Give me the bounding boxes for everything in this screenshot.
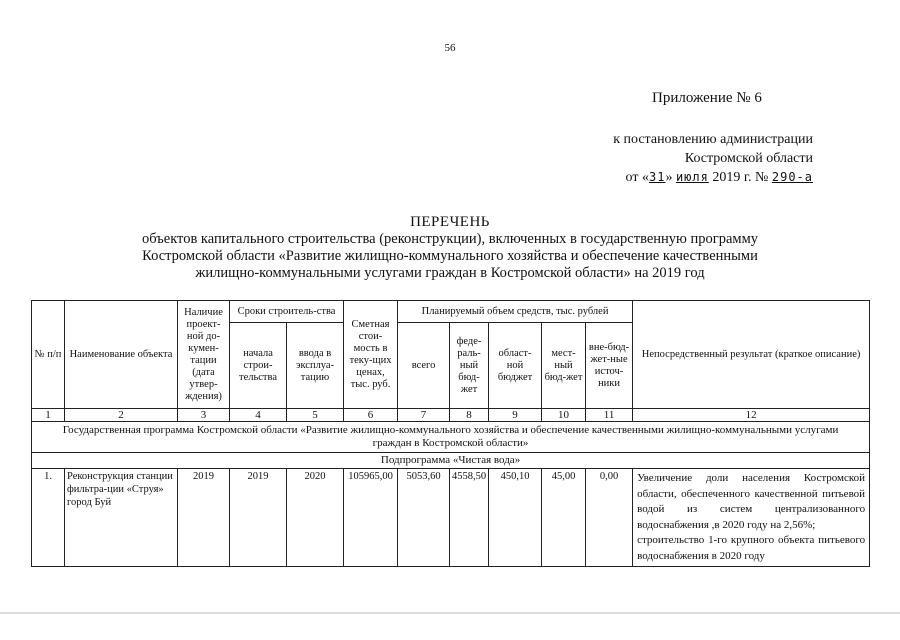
- document-title: [90, 214, 810, 282]
- column-number: 2: [65, 409, 178, 422]
- column-number: 1: [32, 409, 65, 422]
- header-local: мест-ный бюд-жет: [542, 323, 586, 409]
- header-num: № п/п: [32, 301, 65, 409]
- decree-date-line: [453, 168, 813, 187]
- subprogram-row: [32, 453, 870, 469]
- row-docs: 2019: [178, 469, 230, 567]
- header-name: Наименование объекта: [65, 301, 178, 409]
- header-estimate: Сметная стои-мость в теку-щих ценах, тыс. руб.: [344, 301, 398, 409]
- header-terms: Сроки строитель-ства: [230, 301, 344, 323]
- row-result: [633, 469, 870, 567]
- decree-block: [453, 130, 813, 187]
- header-total: всего: [398, 323, 450, 409]
- column-number: 12: [633, 409, 870, 422]
- subprogram-title: Подпрограмма «Чистая вода»: [32, 453, 870, 469]
- decree-month: июля: [675, 170, 709, 184]
- decree-line-1: к постановлению администрации: [613, 132, 813, 147]
- title-line-1: объектов капитального строительства (реконструкции), включенных в государственную программу: [142, 231, 758, 247]
- page-number: 56: [444, 42, 456, 54]
- row-local: 45,00: [542, 469, 586, 567]
- row-num: 1.: [32, 469, 65, 567]
- decree-year: 2019 г. №: [712, 170, 769, 185]
- scan-edge-divider: [0, 612, 900, 614]
- header-planned: Планируемый объем средств, тыс. рублей: [398, 301, 633, 323]
- header-commission: ввода в эксплуа-тацию: [287, 323, 344, 409]
- row-result-line-2: строительство 1-го крупного объекта питьевого водоснабжения в 2020 году: [637, 534, 866, 562]
- decree-date-prefix: от «: [625, 170, 649, 185]
- column-number: 4: [230, 409, 287, 422]
- program-title: Государственная программа Костромской области «Развитие жилищно-коммунального хозяйства и обеспечение качественными жилищно-коммунальными услугами граждан в Костромской области»: [32, 422, 870, 453]
- header-federal: феде-раль-ный бюд-жет: [450, 323, 489, 409]
- column-number: 11: [586, 409, 633, 422]
- column-number: 3: [178, 409, 230, 422]
- title-heading: ПЕРЕЧЕНЬ: [410, 214, 490, 230]
- header-result: Непосредственный результат (краткое описание): [633, 301, 870, 409]
- objects-table: [31, 300, 870, 567]
- title-line-2: Костромской области «Развитие жилищно-коммунального хозяйства и обеспечение качественными: [142, 248, 758, 264]
- column-number: 9: [489, 409, 542, 422]
- row-estimate: 105965,00: [344, 469, 398, 567]
- table-row: [32, 469, 870, 567]
- appendix-label: Приложение № 6: [652, 90, 762, 106]
- row-total: 5053,60: [398, 469, 450, 567]
- column-number: 7: [398, 409, 450, 422]
- decree-day: 31: [648, 170, 666, 184]
- row-regional: 450,10: [489, 469, 542, 567]
- row-name: Реконструкция станции фильтра-ции «Струя» город Буй: [65, 469, 178, 567]
- row-start: 2019: [230, 469, 287, 567]
- row-result-line-1: Увеличение доли населения Костромской области, обеспеченного качественной питьевой водой из систем централизованного водоснабжения ,в 2020 году на 2,56%;: [637, 472, 866, 531]
- column-number: 10: [542, 409, 586, 422]
- column-number: 8: [450, 409, 489, 422]
- header-row-1: [32, 301, 870, 323]
- header-start: начала строи-тельства: [230, 323, 287, 409]
- decree-line-2: Костромской области: [684, 151, 813, 166]
- column-number: 5: [287, 409, 344, 422]
- header-docs: Наличие проект-ной до-кумен-тации (дата утвер-ждения): [178, 301, 230, 409]
- row-commission: 2020: [287, 469, 344, 567]
- header-extra: вне-бюд-жет-ные источ-ники: [586, 323, 633, 409]
- decree-number: 290-а: [771, 170, 813, 184]
- row-federal: 4558,50: [450, 469, 489, 567]
- decree-date-mid: »: [665, 170, 673, 185]
- row-extra: 0,00: [586, 469, 633, 567]
- column-number: 6: [344, 409, 398, 422]
- program-row: [32, 422, 870, 453]
- column-number-row: [32, 409, 870, 422]
- header-regional: област-ной бюджет: [489, 323, 542, 409]
- title-line-3: жилищно-коммунальными услугами граждан в Костромской области» на 2019 год: [195, 265, 705, 281]
